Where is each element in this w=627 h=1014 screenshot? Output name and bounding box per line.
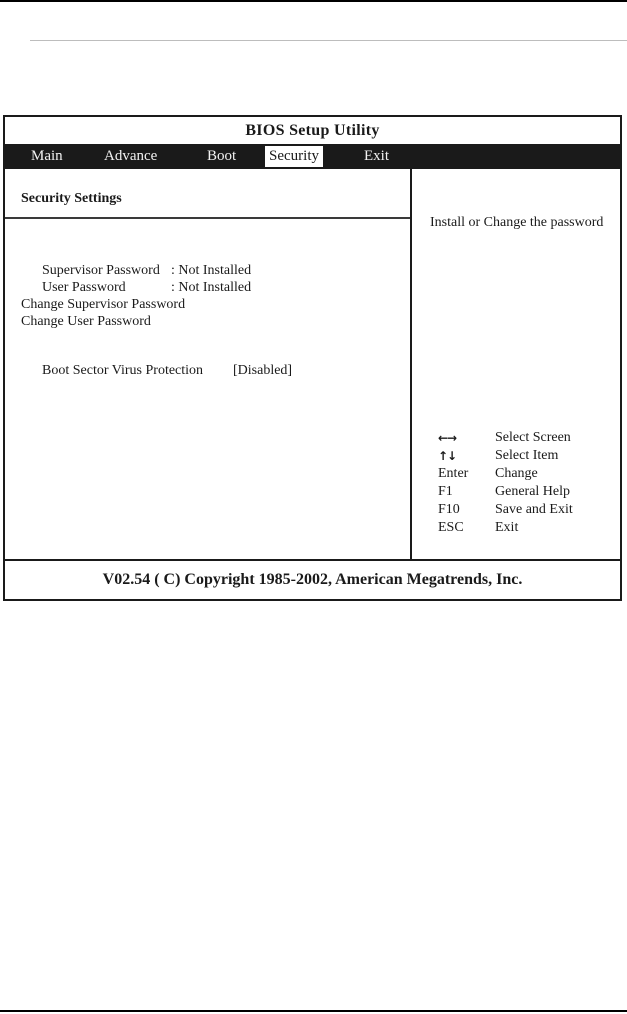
tab-boot[interactable]: Boot bbox=[207, 148, 237, 164]
key-row bbox=[430, 447, 615, 465]
page-bottom-rule bbox=[0, 1010, 627, 1012]
section-divider bbox=[5, 217, 410, 219]
key-description: Exit bbox=[495, 520, 519, 535]
help-text: Install or Change the password bbox=[430, 215, 604, 230]
boot-sector-virus-protection-value[interactable]: [Disabled] bbox=[233, 363, 293, 378]
menu-bar bbox=[5, 144, 620, 169]
tab-advance[interactable]: Advance bbox=[104, 148, 158, 164]
key-legend bbox=[430, 429, 615, 537]
help-pane bbox=[412, 169, 620, 559]
key-label: ESC bbox=[438, 520, 464, 535]
change-supervisor-password-item[interactable]: Change Supervisor Password bbox=[21, 297, 186, 312]
bios-setup-window bbox=[3, 115, 622, 601]
supervisor-password-value: : Not Installed bbox=[171, 263, 252, 278]
key-row bbox=[430, 429, 615, 447]
user-password-value: : Not Installed bbox=[171, 280, 252, 295]
key-row bbox=[430, 501, 615, 519]
change-user-password-item[interactable]: Change User Password bbox=[21, 314, 151, 329]
key-row bbox=[430, 519, 615, 537]
left-right-arrows-icon: ←→ bbox=[438, 431, 457, 445]
key-label: F10 bbox=[438, 502, 460, 517]
section-title: Security Settings bbox=[21, 191, 122, 206]
key-row bbox=[430, 483, 615, 501]
tab-exit[interactable]: Exit bbox=[364, 148, 389, 164]
boot-sector-virus-protection-option[interactable] bbox=[21, 347, 293, 395]
key-label: F1 bbox=[438, 484, 453, 499]
key-label: Enter bbox=[438, 466, 469, 481]
settings-pane bbox=[5, 169, 412, 559]
key-description: Select Screen bbox=[495, 430, 571, 445]
copyright-footer: V02.54 ( C) Copyright 1985-2002, American Megatrends, Inc. bbox=[5, 559, 620, 599]
user-password-label: User Password bbox=[42, 280, 126, 295]
tab-security[interactable]: Security bbox=[265, 146, 323, 167]
tab-main[interactable]: Main bbox=[31, 148, 63, 164]
boot-sector-virus-protection-label: Boot Sector Virus Protection bbox=[42, 363, 204, 378]
supervisor-password-label: Supervisor Password bbox=[42, 263, 160, 278]
key-row bbox=[430, 465, 615, 483]
bios-title: BIOS Setup Utility bbox=[245, 122, 380, 139]
key-description: Change bbox=[495, 466, 538, 481]
key-description: Save and Exit bbox=[495, 502, 573, 517]
key-description: Select Item bbox=[495, 448, 559, 463]
up-down-arrows-icon: ↑↓ bbox=[438, 449, 457, 463]
page-header-rule bbox=[30, 40, 627, 41]
key-description: General Help bbox=[495, 484, 571, 499]
page-top-rule bbox=[0, 0, 627, 2]
